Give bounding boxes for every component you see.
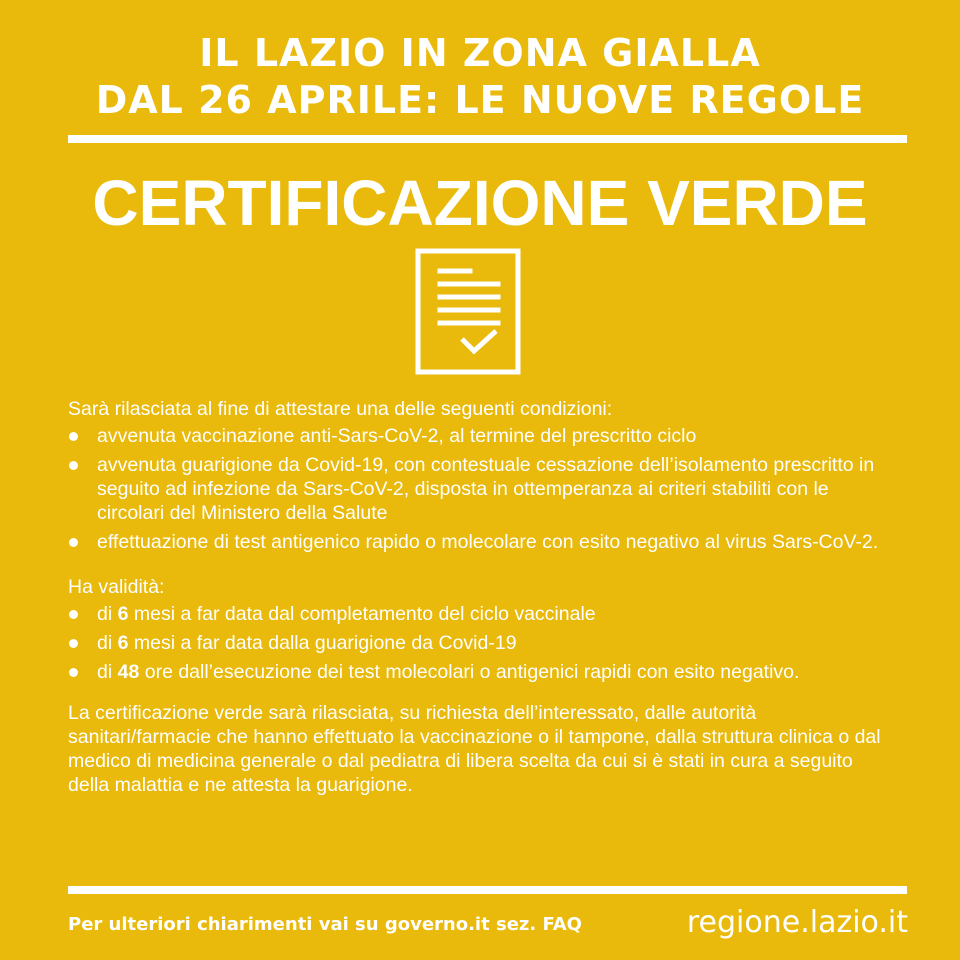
validity-intro: Ha validità: (68, 576, 165, 598)
list-item: di 6 mesi a far data dal completamento del ciclo vaccinale (68, 602, 898, 626)
list-item: avvenuta guarigione da Covid-19, con contestuale cessazione dell’isolamento prescritto in seguito ad infezione da Sars-CoV-2, disposta in ottemperanza ai criteri stabiliti con le circolari del Ministero della Salute (68, 453, 898, 525)
validity-value: 6 (117, 603, 129, 625)
validity-list (68, 602, 898, 684)
header-line-2: DAL 26 APRILE: LE NUOVE REGOLE (95, 78, 865, 122)
header-line-1: IL LAZIO IN ZONA GIALLA (199, 31, 761, 75)
document-check-icon (414, 247, 524, 377)
conditions-intro: Sarà rilasciata al fine di attestare una delle seguenti condizioni: (68, 398, 613, 420)
list-item: di 48 ore dall’esecuzione dei test molecolari o antigenici rapidi con esito negativo. (68, 660, 898, 684)
bottom-divider (68, 886, 907, 894)
conditions-list (68, 424, 898, 554)
header (0, 30, 960, 124)
page-title: CERTIFICAZIONE VERDE (92, 167, 868, 239)
list-item: effettuazione di test antigenico rapido o molecolare con esito negativo al virus Sars-CoV-2. (68, 530, 898, 554)
validity-value: 6 (117, 632, 129, 654)
faq-text: Per ulteriori chiarimenti vai su governo.it sez. FAQ (68, 914, 582, 935)
closing-paragraph: La certificazione verde sarà rilasciata, su richiesta dell’interessato, dalle autorità sanitari/farmacie che hanno effettuato la vaccinazione o il tampone, dalla struttura clinica o dal medico di medicina generale o dal pediatra di libera scelta da cui si è stati in cura a seguito della malattia e ne attesta la guarigione. (68, 702, 881, 796)
list-item: di 6 mesi a far data dalla guarigione da Covid-19 (68, 631, 898, 655)
content (68, 397, 898, 797)
validity-value: 48 (117, 661, 140, 683)
site-link[interactable]: regione.lazio.it (686, 905, 908, 940)
list-item: avvenuta vaccinazione anti-Sars-CoV-2, al termine del prescritto ciclo (68, 424, 898, 448)
top-divider (68, 135, 907, 143)
